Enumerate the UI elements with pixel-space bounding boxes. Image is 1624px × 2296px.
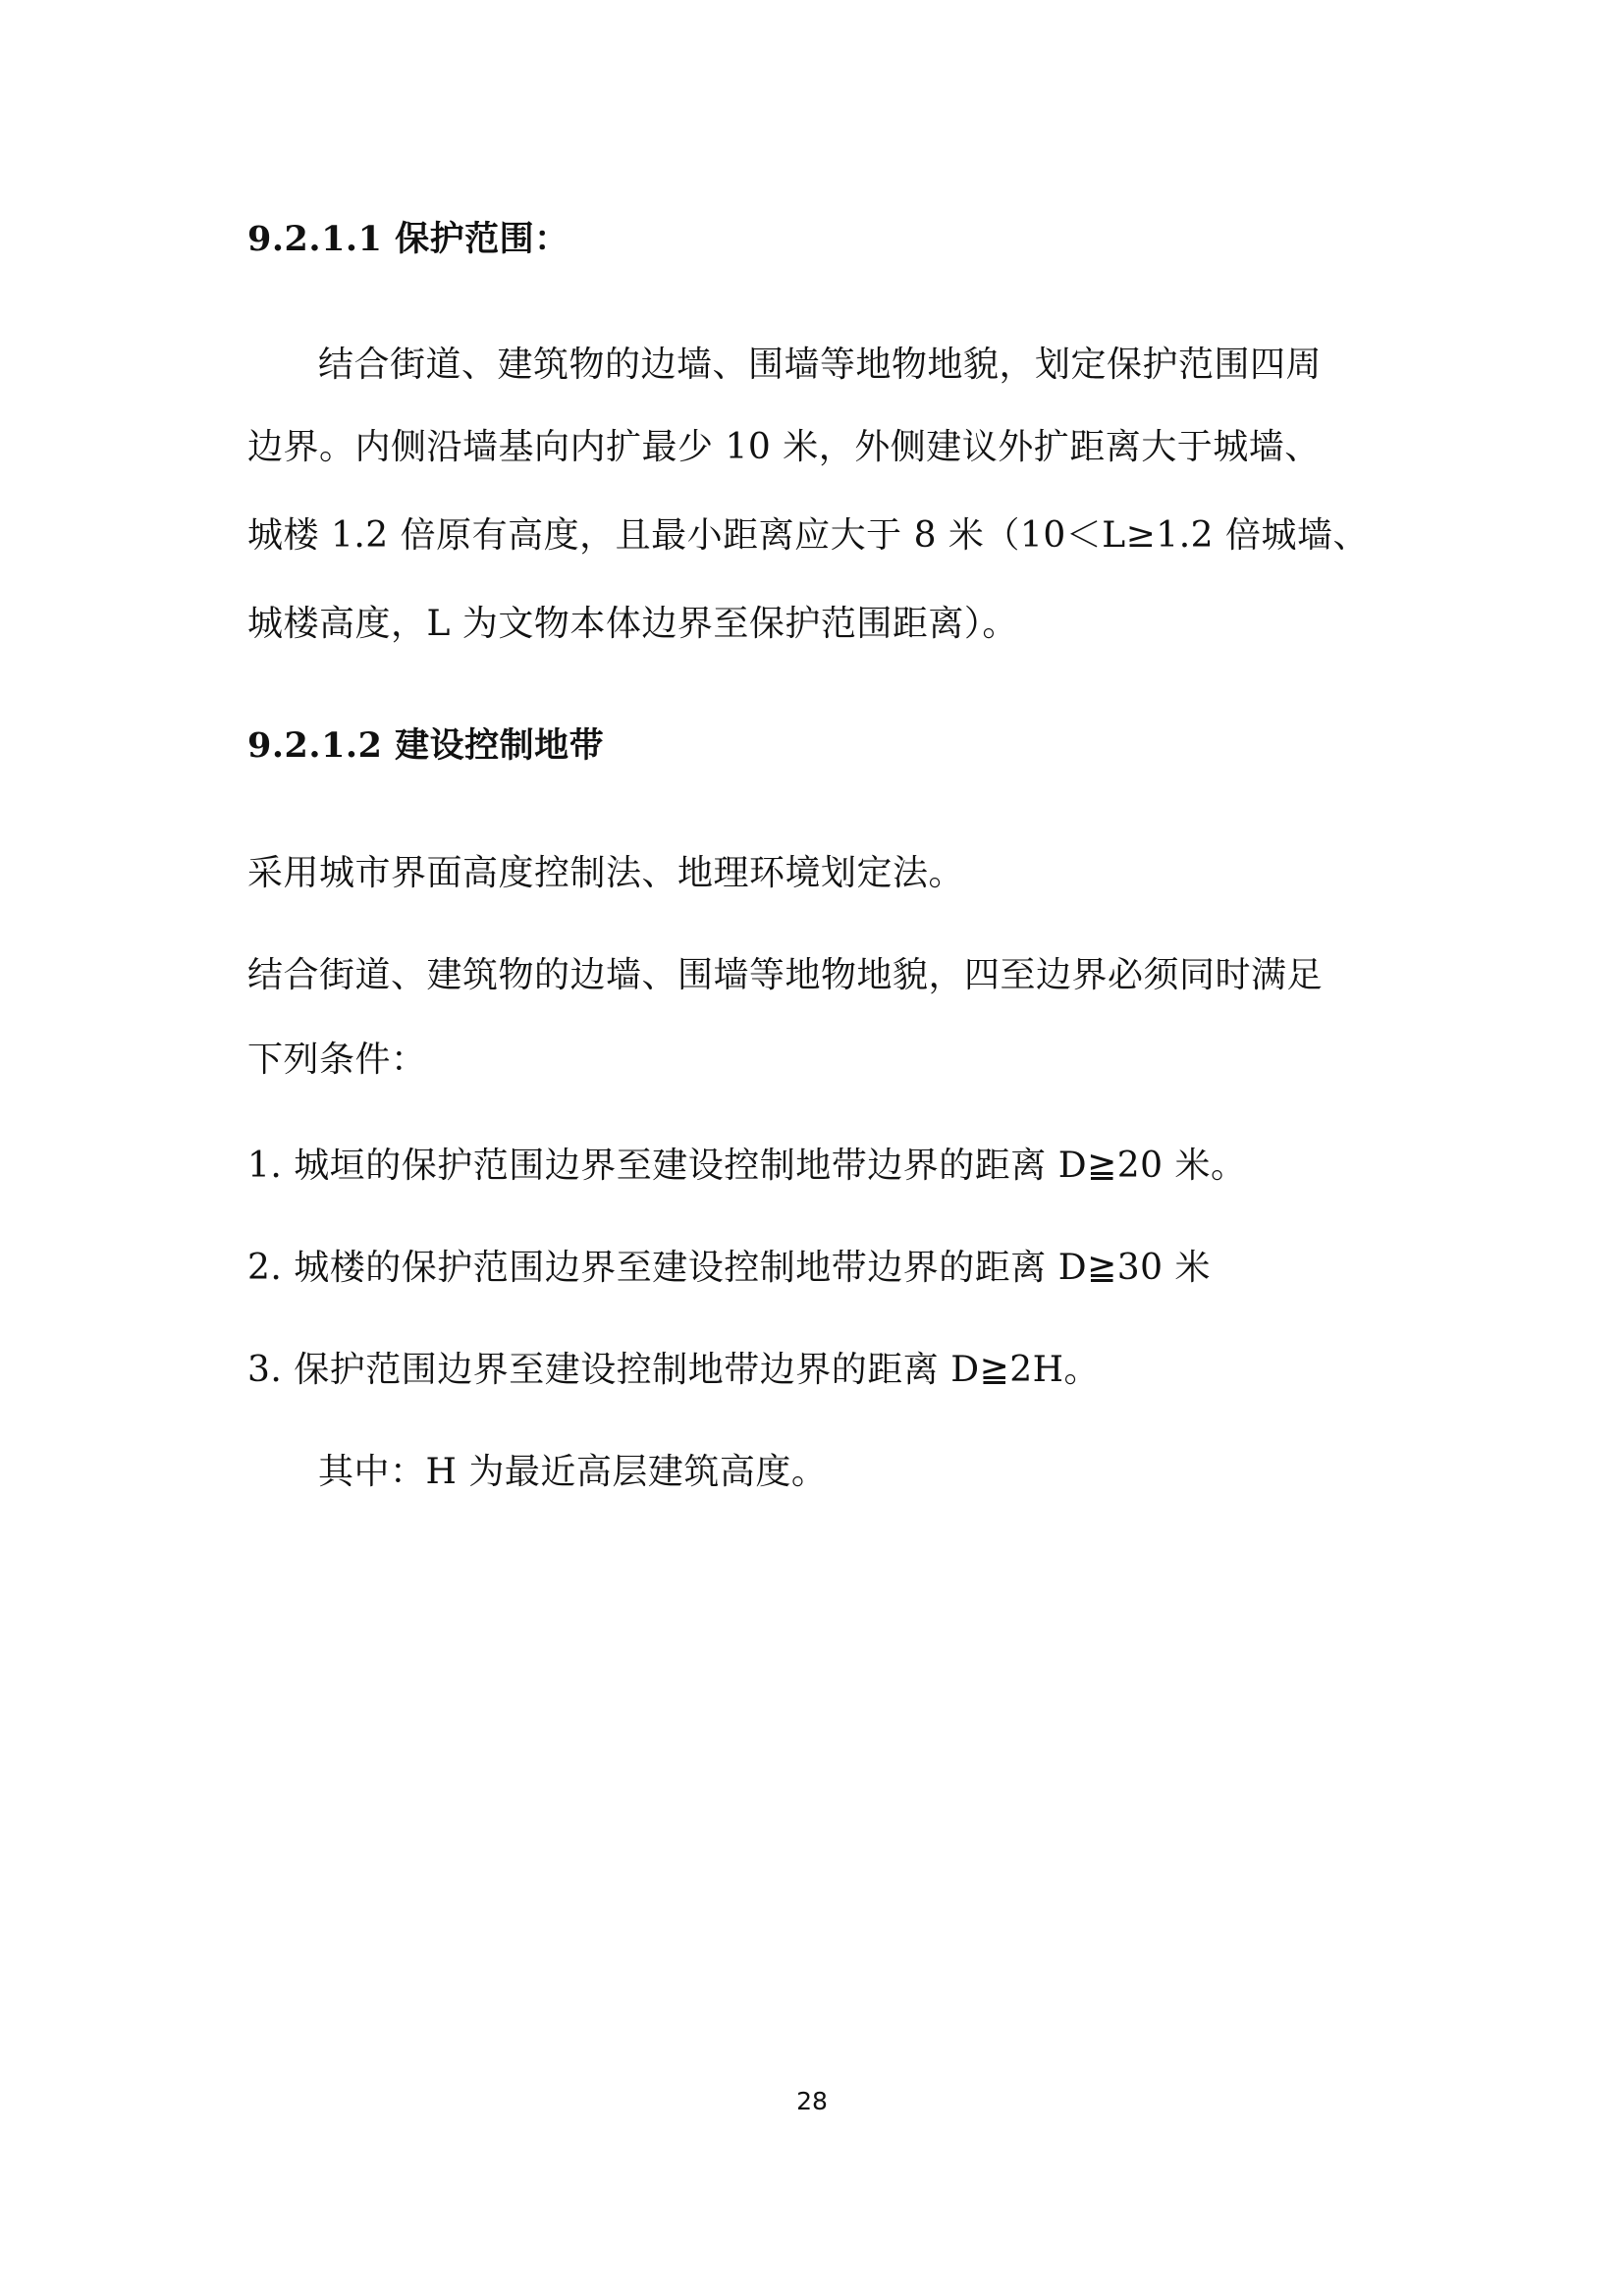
condition-item: 3. 保护范围边界至建设控制地带边界的距离 D≧2H。 (247, 1350, 1101, 1390)
section-heading-construction-control-zone: 9.2.1.2 建设控制地带 (247, 725, 605, 766)
condition-item: 2. 城楼的保护范围边界至建设控制地带边界的距离 D≧30 米 (247, 1248, 1212, 1288)
intro-line: 结合街道、建筑物的边墙、围墙等地物地貌，四至边界必须同时满足 (247, 955, 1324, 995)
paragraph-line: 边界。内侧沿墙基向内扩最少 10 米，外侧建议外扩距离大于城墙、 (247, 427, 1321, 467)
paragraph-line: 结合街道、建筑物的边墙、围墙等地物地貌，划定保护范围四周 (318, 345, 1323, 385)
section-heading-protection-range: 9.2.1.1 保护范围： (247, 219, 569, 259)
condition-item: 1. 城垣的保护范围边界至建设控制地带边界的距离 D≧20 米。 (247, 1146, 1247, 1186)
paragraph-line: 城楼高度，L 为文物本体边界至保护范围距离）。 (247, 604, 1018, 644)
intro-line: 下列条件： (247, 1040, 427, 1080)
page-number: 28 (796, 2087, 828, 2115)
paragraph-line: 城楼 1.2 倍原有高度，且最小距离应大于 8 米（10＜L≥1.2 倍城墙、 (247, 515, 1370, 556)
note-line: 其中：H 为最近高层建筑高度。 (318, 1452, 828, 1492)
method-line: 采用城市界面高度控制法、地理环境划定法。 (247, 853, 965, 893)
